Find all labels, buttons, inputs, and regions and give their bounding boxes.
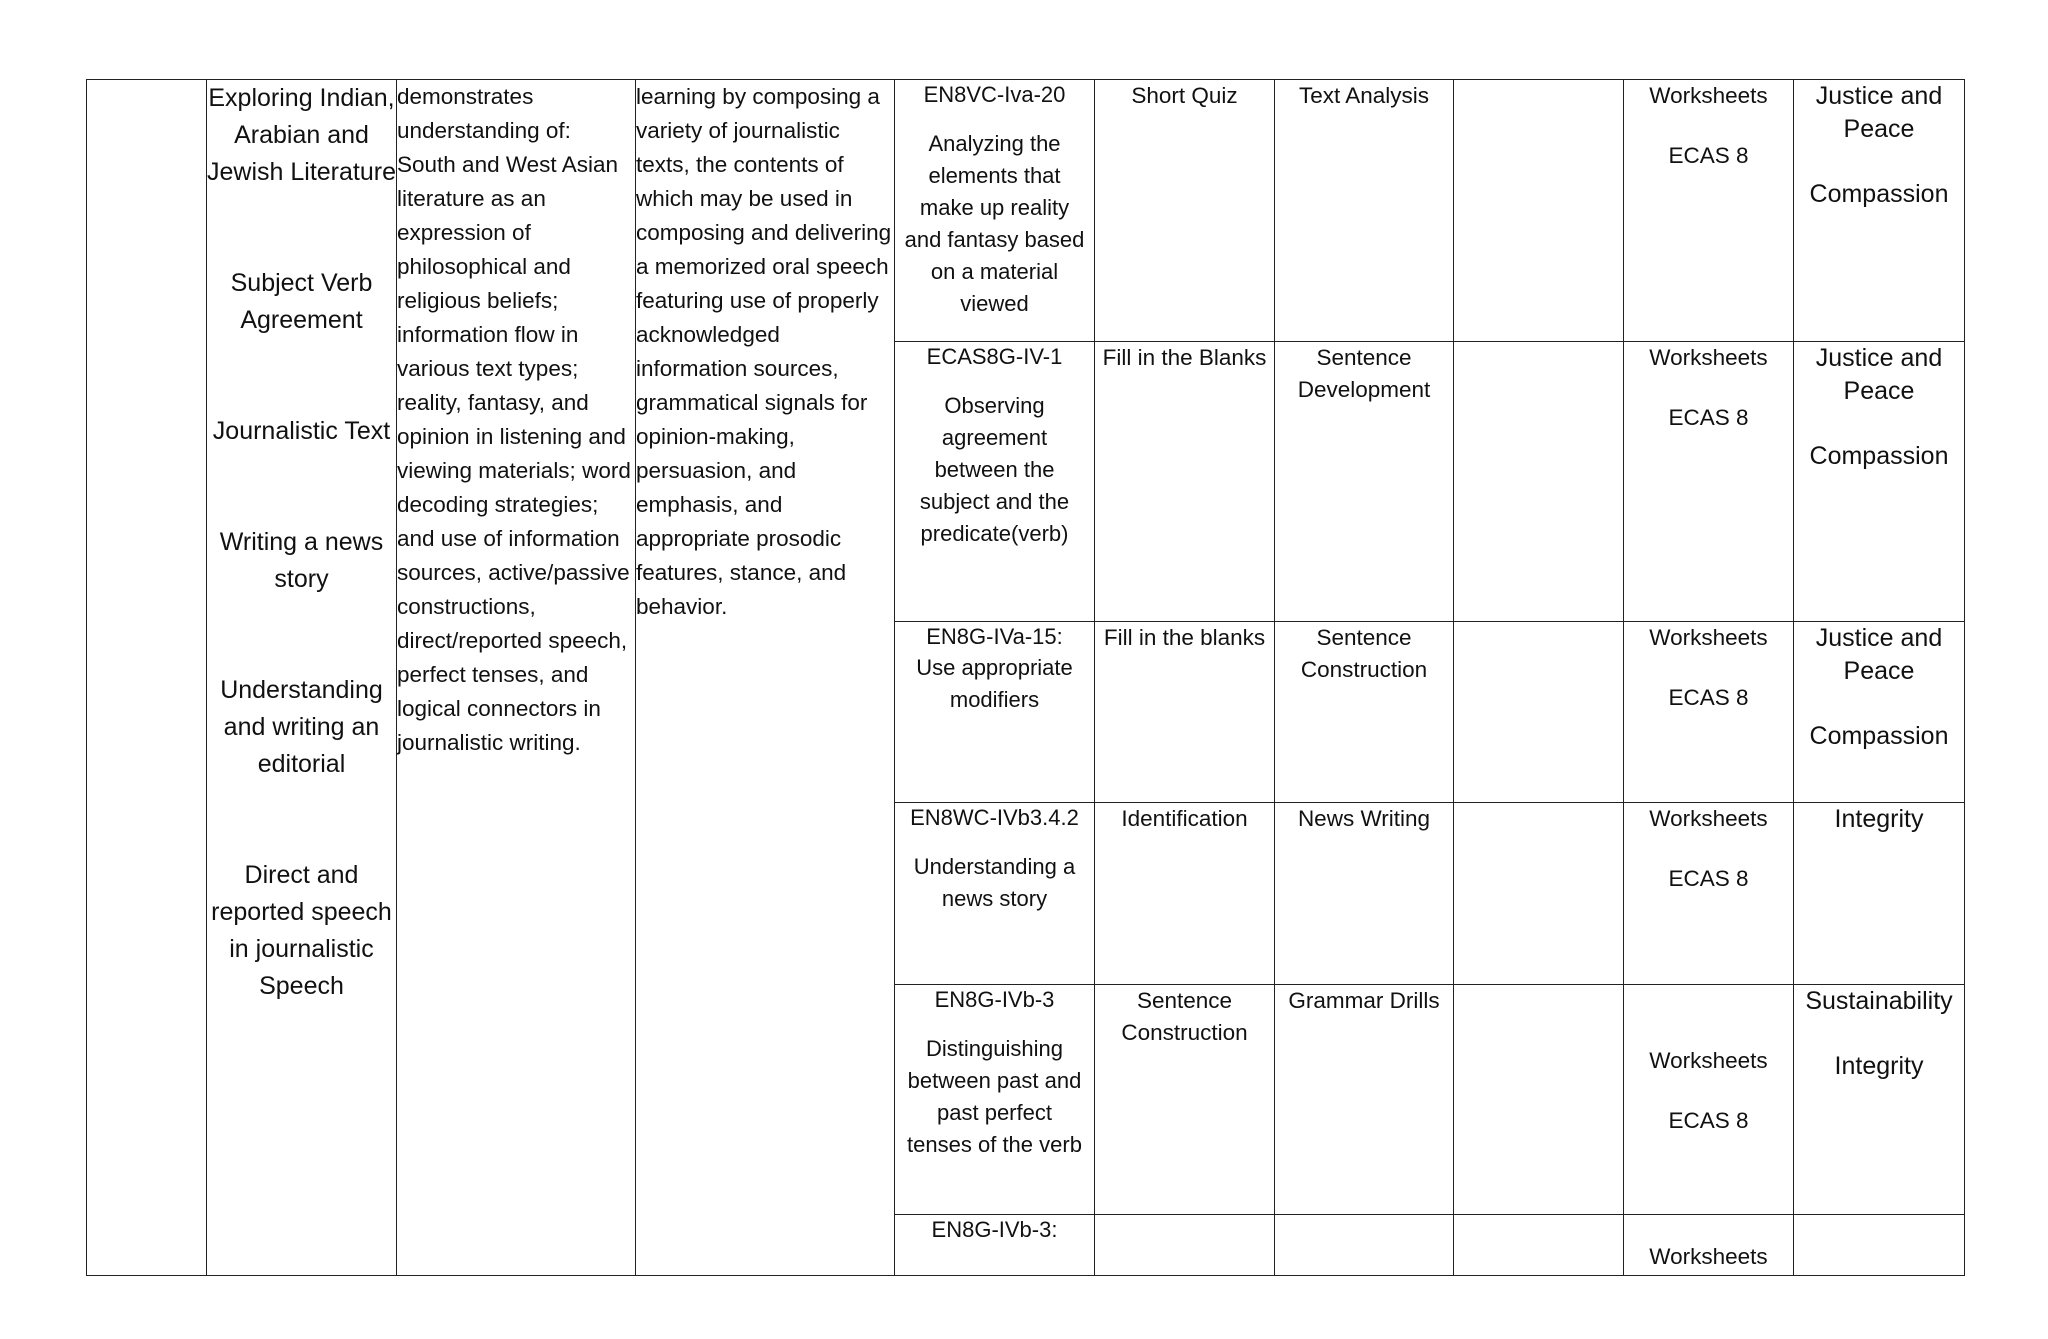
values-cell bbox=[1794, 80, 1965, 342]
competency-text: Use appropriate modifiers bbox=[916, 655, 1073, 712]
resource-item: ECAS 8 bbox=[1668, 1108, 1749, 1133]
resource-item: Worksheets bbox=[1649, 345, 1768, 370]
competency-code: EN8VC-Iva-20 bbox=[923, 82, 1066, 107]
competency-text: Distinguishing between past and past perfect tenses of the verb bbox=[907, 1036, 1082, 1157]
assessment-cell bbox=[1095, 1215, 1275, 1276]
assessment-cell: Fill in the blanks bbox=[1095, 622, 1275, 803]
values-cell bbox=[1794, 342, 1965, 622]
table-row bbox=[87, 80, 1965, 342]
value-item: Integrity bbox=[1834, 1052, 1924, 1080]
resources-cell bbox=[1624, 985, 1794, 1215]
curriculum-map-table bbox=[86, 79, 1965, 1276]
competency-text: Understanding a news story bbox=[913, 854, 1076, 911]
blank-cell bbox=[1454, 1215, 1624, 1276]
assessment-cell: Identification bbox=[1095, 803, 1275, 985]
resource-item: Worksheets bbox=[1649, 83, 1768, 108]
blank-cell bbox=[1454, 803, 1624, 985]
topic-item: Writing a news story bbox=[219, 528, 384, 593]
resource-item: ECAS 8 bbox=[1668, 143, 1749, 168]
values-cell bbox=[1794, 985, 1965, 1215]
value-item: Compassion bbox=[1809, 722, 1949, 750]
activity-cell: Grammar Drills bbox=[1275, 985, 1454, 1215]
resource-item: Worksheets bbox=[1649, 1048, 1768, 1073]
competency-code: EN8G-IVb-3: bbox=[931, 1217, 1058, 1242]
competency-cell bbox=[895, 803, 1095, 985]
blank-cell bbox=[1454, 342, 1624, 622]
value-item: Justice and Peace bbox=[1815, 624, 1943, 685]
values-cell bbox=[1794, 1215, 1965, 1276]
activity-cell: Text Analysis bbox=[1275, 80, 1454, 342]
competency-code: EN8WC-IVb3.4.2 bbox=[910, 805, 1079, 830]
topic-item: Direct and reported speech in journalistic Speech bbox=[211, 861, 392, 1000]
resource-item: Worksheets bbox=[1649, 1244, 1768, 1269]
competency-cell bbox=[895, 1215, 1095, 1276]
resource-item: Worksheets bbox=[1649, 806, 1768, 831]
performance-standard-cell: learning by composing a variety of journalistic texts, the contents of which may be used in composing and delivering a memorized oral speech featuring use of properly acknowledged information sources, grammatical signals for opinion-making, persuasion, and emphasis, and appropriate prosodic features, stance, and behavior. bbox=[636, 80, 895, 1276]
resources-cell bbox=[1624, 622, 1794, 803]
value-item: Compassion bbox=[1809, 442, 1949, 470]
activity-cell: News Writing bbox=[1275, 803, 1454, 985]
resource-item: Worksheets bbox=[1649, 625, 1768, 650]
resources-cell bbox=[1624, 80, 1794, 342]
value-item: Justice and Peace bbox=[1815, 82, 1943, 143]
blank-cell bbox=[1454, 985, 1624, 1215]
assessment-cell: Sentence Construction bbox=[1095, 985, 1275, 1215]
activity-cell: Sentence Construction bbox=[1275, 622, 1454, 803]
value-item: Compassion bbox=[1809, 180, 1949, 208]
competency-cell bbox=[895, 342, 1095, 622]
competency-cell bbox=[895, 985, 1095, 1215]
competency-text: Observing agreement between the subject and the predicate(verb) bbox=[919, 393, 1070, 546]
blank-first-column-cell bbox=[87, 80, 207, 1276]
competency-cell bbox=[895, 622, 1095, 803]
competency-cell bbox=[895, 80, 1095, 342]
value-item: Integrity bbox=[1834, 805, 1924, 833]
resources-cell bbox=[1624, 1215, 1794, 1276]
blank-cell bbox=[1454, 80, 1624, 342]
values-cell bbox=[1794, 803, 1965, 985]
topic-item: Subject Verb Agreement bbox=[230, 269, 373, 334]
values-cell bbox=[1794, 622, 1965, 803]
value-item: Sustainability bbox=[1805, 987, 1953, 1015]
competency-text: Analyzing the elements that make up reality and fantasy based on a material viewed bbox=[904, 131, 1085, 316]
resource-item: ECAS 8 bbox=[1668, 405, 1749, 430]
competency-code: EN8G-IVa-15: bbox=[926, 624, 1063, 649]
activity-cell: Sentence Development bbox=[1275, 342, 1454, 622]
competency-code: ECAS8G-IV-1 bbox=[926, 344, 1063, 369]
topic-item: Journalistic Text bbox=[212, 417, 391, 445]
resources-cell bbox=[1624, 342, 1794, 622]
value-item: Justice and Peace bbox=[1815, 344, 1943, 405]
activity-cell bbox=[1275, 1215, 1454, 1276]
resources-cell bbox=[1624, 803, 1794, 985]
blank-cell bbox=[1454, 622, 1624, 803]
topic-item: Understanding and writing an editorial bbox=[220, 676, 383, 778]
content-standard-cell: demonstrates understanding of: South and West Asian literature as an expression of philosophical and religious beliefs; information flow in various text types; reality, fantasy, and opinion in listening and viewing materials; word decoding strategies; and use of information sources, active/passive constructions, direct/reported speech, perfect tenses, and logical connectors in journalistic writing. bbox=[397, 80, 636, 1276]
resource-item: ECAS 8 bbox=[1668, 685, 1749, 710]
competency-code: EN8G-IVb-3 bbox=[934, 987, 1055, 1012]
resource-item: ECAS 8 bbox=[1668, 866, 1749, 891]
assessment-cell: Short Quiz bbox=[1095, 80, 1275, 342]
topics-cell bbox=[207, 80, 397, 1276]
topic-item: Exploring Indian, Arabian and Jewish Literature bbox=[207, 84, 396, 186]
assessment-cell: Fill in the Blanks bbox=[1095, 342, 1275, 622]
